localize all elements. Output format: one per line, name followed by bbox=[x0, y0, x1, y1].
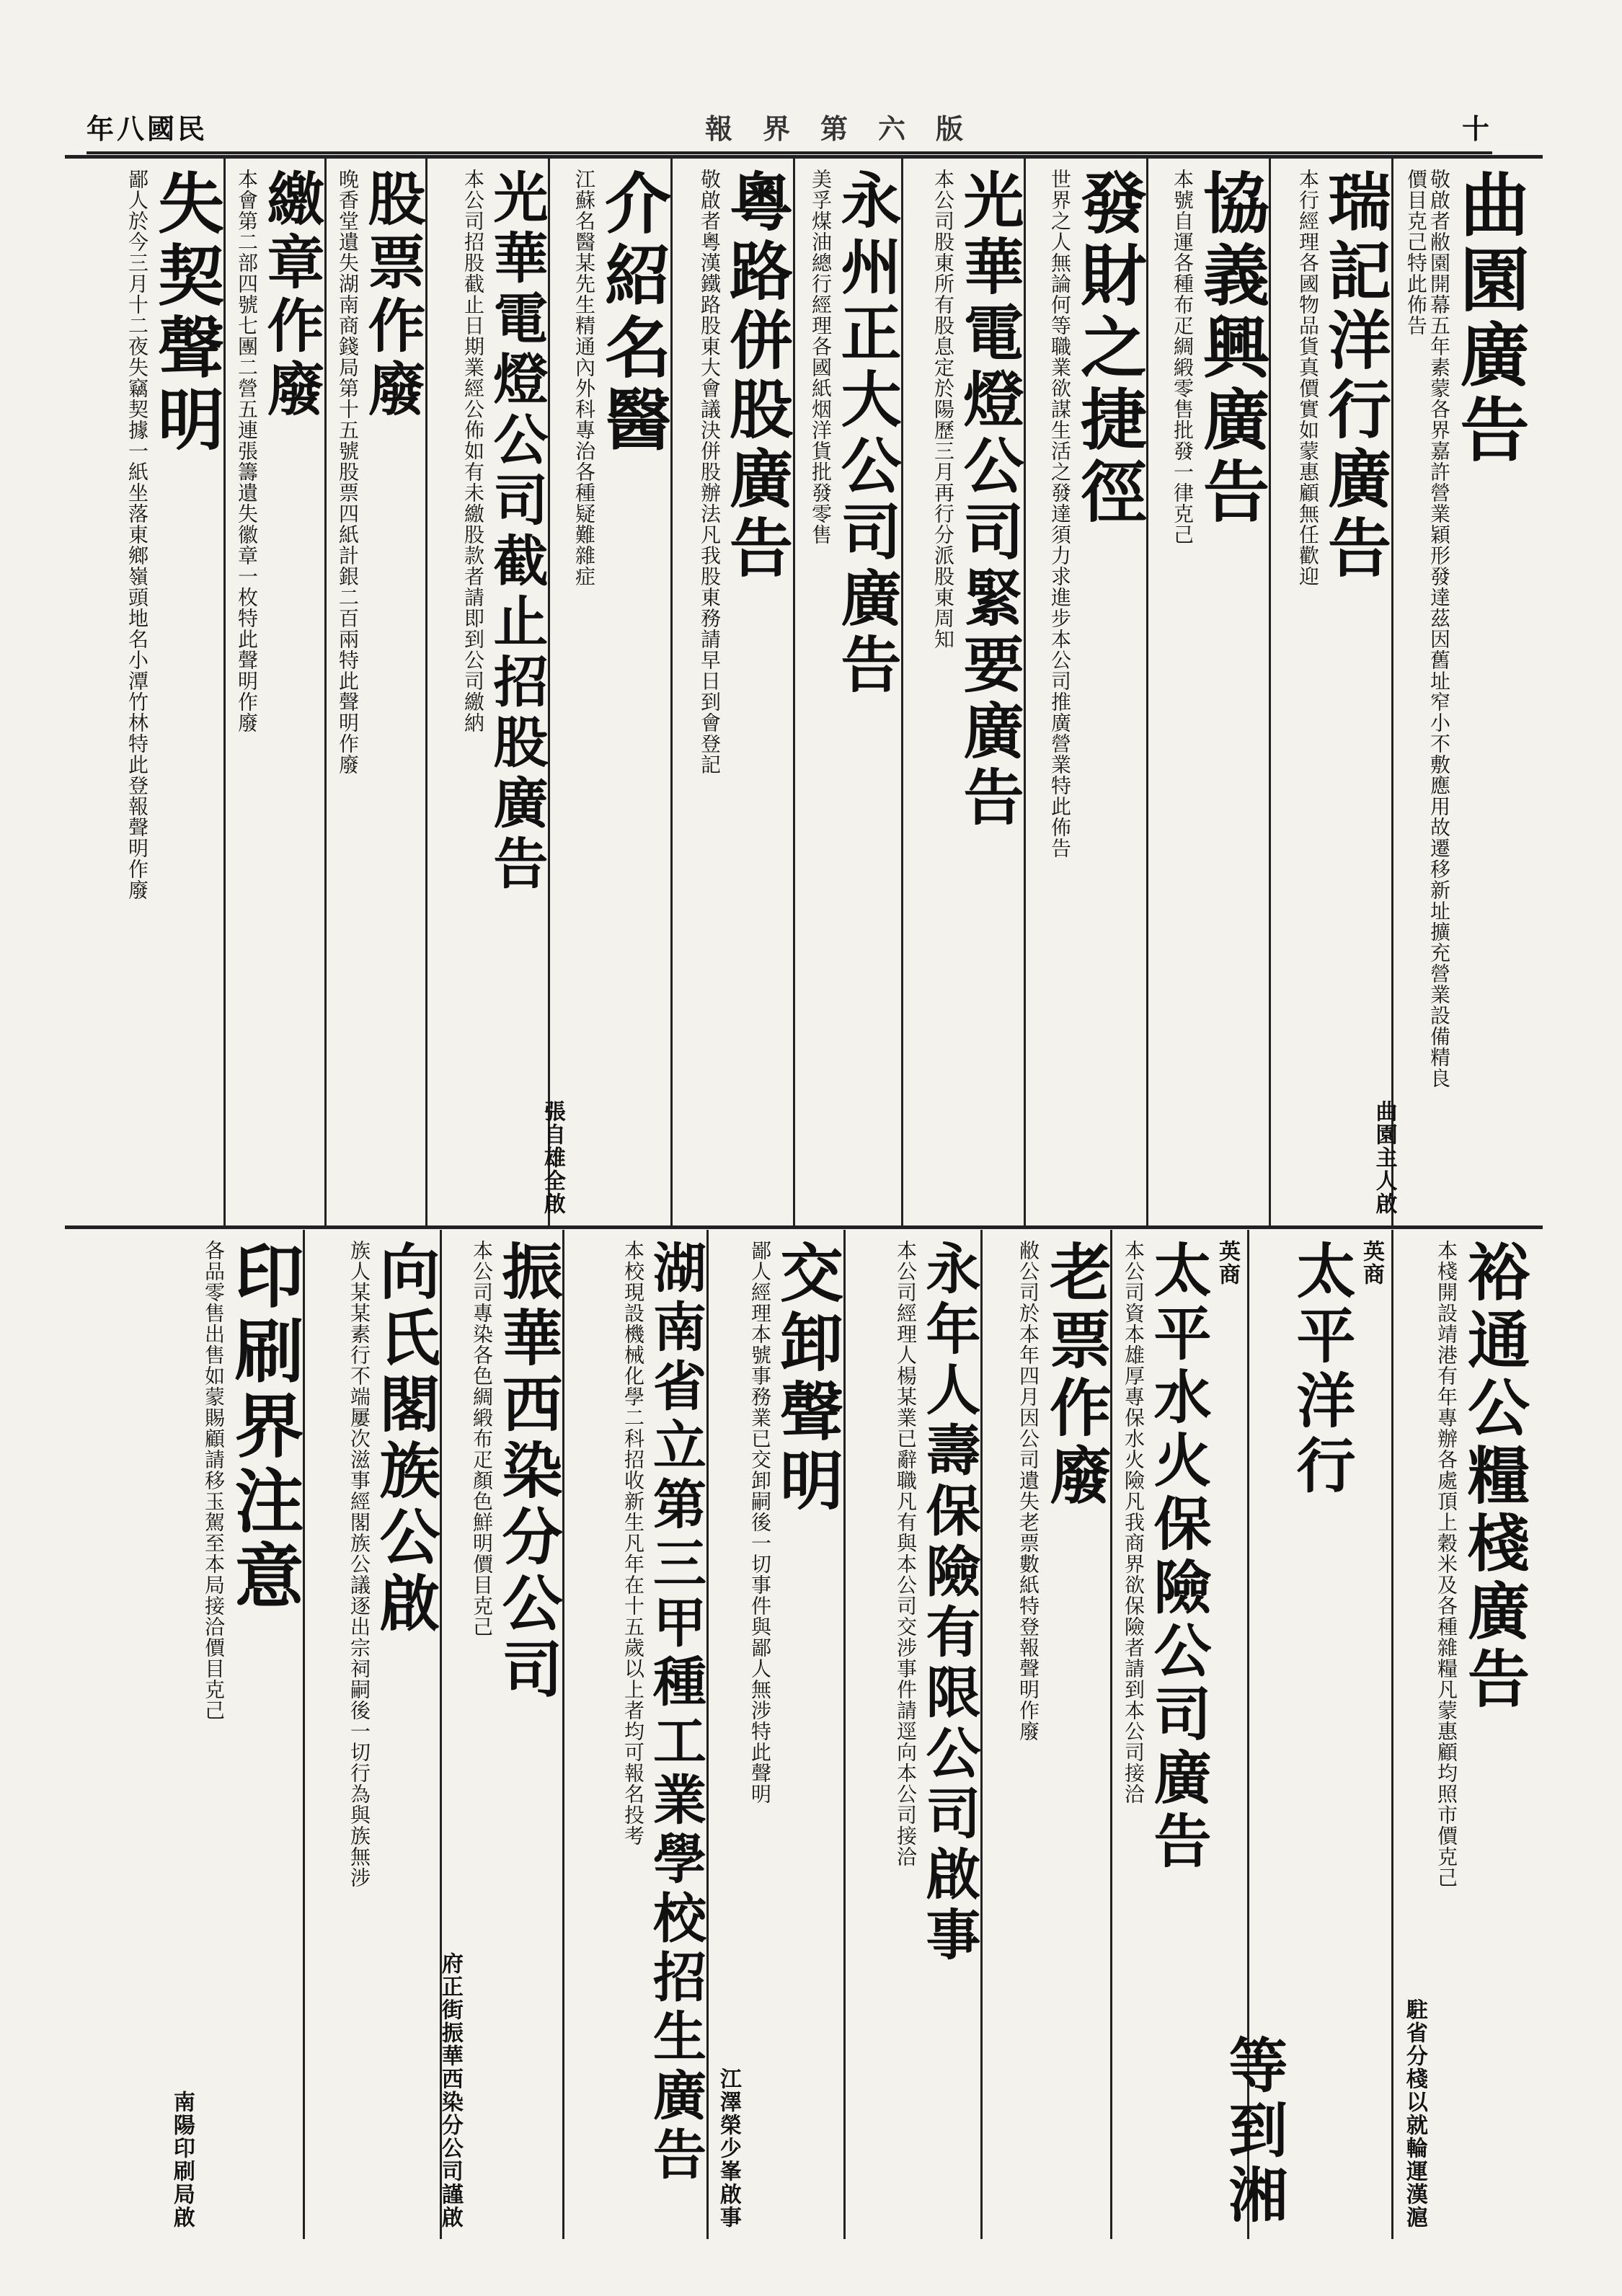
ad-body: 世界之人無論何等職業欲謀生活之發達須力求進步本公司推廣營業特此佈告 bbox=[1048, 169, 1072, 859]
ad-body: 敝公司於本年四月因公司遺失老票數紙特登報聲明作廢 bbox=[1016, 1240, 1040, 1742]
ad-body: 本公司資本雄厚專保水火險凡我商界欲保險者請到本公司接洽 bbox=[1122, 1240, 1145, 1804]
ad-b9 bbox=[303, 1230, 440, 2239]
ad-signature: 府正街振華西染分公司謹啟 bbox=[437, 1952, 463, 2229]
ad-title: 太平洋行 bbox=[1287, 1240, 1356, 1499]
ad-title: 印刷界注意 bbox=[223, 1240, 305, 1615]
ad-signature: 江澤榮少峯啟事 bbox=[715, 2067, 741, 2229]
ad-b7 bbox=[562, 1230, 706, 2239]
ad-t3 bbox=[1146, 159, 1269, 1225]
masthead-middle: 報 界 第 六 版 bbox=[704, 112, 965, 145]
ad-title: 瑞記洋行廣告 bbox=[1318, 169, 1393, 584]
ad-t10 bbox=[324, 159, 425, 1225]
ad-t8 bbox=[539, 159, 672, 1225]
ad-signature: 英商 bbox=[1359, 1240, 1384, 1286]
ad-title: 永州正大公司廣告 bbox=[831, 169, 903, 699]
ad-b1 bbox=[1391, 1230, 1528, 2239]
ad-body: 鄙人經理本號事務業已交卸嗣後一切事件與鄙人無涉特此聲明 bbox=[748, 1240, 772, 1804]
ad-body: 各品零售出售如蒙賜顧請移玉駕至本局接洽價目克己 bbox=[202, 1240, 226, 1721]
ad-signature: 駐省分棧以就輪運漢滬 bbox=[1401, 1998, 1427, 2229]
top-ad-row bbox=[72, 159, 1528, 1225]
ad-title: 湖南省立第三甲種工業學校招生廣告 bbox=[644, 1240, 706, 2186]
ad-title: 股票作廢 bbox=[358, 169, 426, 422]
masthead-right: 十 bbox=[1461, 112, 1492, 145]
middle-rule bbox=[65, 1225, 1543, 1229]
ad-t2 bbox=[1269, 159, 1391, 1225]
ad-title: 光華電燈公司截止招股廣告 bbox=[484, 169, 549, 895]
ad-signature: 南陽印刷局啟 bbox=[169, 2091, 195, 2229]
ad-title: 介紹名醫 bbox=[594, 169, 672, 457]
ad-title: 振華西染分公司 bbox=[492, 1240, 564, 1704]
ad-t6 bbox=[793, 159, 901, 1225]
ad-subtitle: 等到湘 bbox=[1219, 2034, 1288, 2229]
ad-title: 太平水火保險公司廣告 bbox=[1144, 1240, 1212, 1874]
ad-title: 粵路併股廣告 bbox=[719, 169, 794, 584]
ad-title: 曲園廣告 bbox=[1449, 169, 1530, 469]
bottom-ad-row bbox=[72, 1230, 1528, 2239]
ad-title: 繳章作廢 bbox=[257, 169, 325, 422]
ad-t7 bbox=[670, 159, 793, 1225]
ad-body: 本公司招股截止日期業經公佈如有未繳股款者請即到公司繳納 bbox=[461, 169, 485, 733]
ad-title: 失契聲明 bbox=[147, 169, 225, 457]
ad-body: 本公司經理人楊某業已辭職凡有與本公司交涉事件請逕向本公司接洽 bbox=[894, 1240, 918, 1867]
ad-title: 協義興廣告 bbox=[1192, 169, 1270, 529]
ad-body: 本棧開設靖港有年專辦各處頂上穀米及各種雜糧凡蒙惠顧均照市價克己 bbox=[1435, 1240, 1458, 1888]
ad-b8 bbox=[437, 1230, 564, 2239]
ad-title: 向氏閣族公啟 bbox=[370, 1240, 441, 1638]
ad-title: 永年人壽保險有限公司啟事 bbox=[917, 1240, 981, 1967]
ad-b10 bbox=[151, 1230, 303, 2239]
ad-body: 本號自運各種布疋綢緞零售批發一律克己 bbox=[1171, 169, 1195, 545]
ad-body: 本校現設機械化學二科招收新生凡年在十五歲以上者均可報名投考 bbox=[621, 1240, 645, 1846]
ad-title: 發財之捷徑 bbox=[1070, 169, 1148, 529]
ad-body: 敬啟者敝園開幕五年素蒙各界嘉許營業穎形發達茲因舊址窄小不敷應用故遷移新址擴充營業設備精良價目克己特此佈告 bbox=[1404, 169, 1451, 1089]
ad-signature: 英商 bbox=[1215, 1240, 1240, 1286]
ad-title: 老票作廢 bbox=[1039, 1240, 1112, 1511]
ad-t9 bbox=[425, 159, 548, 1225]
ad-body: 本公司股東所有股息定於陽歷三月再行分派股東周知 bbox=[931, 169, 955, 650]
ad-title: 光華電燈公司緊要廣告 bbox=[954, 169, 1025, 832]
ad-title: 裕通公糧棧廣告 bbox=[1457, 1240, 1530, 1714]
ad-b5 bbox=[843, 1230, 980, 2239]
masthead-left: 年八國民 bbox=[87, 112, 208, 145]
ad-t5 bbox=[901, 159, 1024, 1225]
ad-signature: 曲園主人啟 bbox=[1371, 1100, 1397, 1215]
ad-t12 bbox=[108, 159, 223, 1225]
ad-t11 bbox=[223, 159, 324, 1225]
ad-b6 bbox=[706, 1230, 843, 2239]
ad-body: 江蘇名醫某先生精通內外科專治各種疑難雜症 bbox=[572, 169, 596, 587]
ad-body: 敬啟者粵漢鐵路股東大會議決併股辦法凡我股東務請早日到會登記 bbox=[698, 169, 722, 775]
ad-t4 bbox=[1024, 159, 1146, 1225]
ad-body: 族人某某素行不端屢次滋事經閣族公議逐出宗祠嗣後一切行為與族無涉 bbox=[347, 1240, 371, 1888]
ad-body: 本公司專染各色綢緞布疋顏色鮮明價目克己 bbox=[470, 1240, 494, 1637]
ad-t1 bbox=[1371, 159, 1530, 1225]
ad-signature: 張自雄全啟 bbox=[539, 1100, 565, 1215]
ad-body: 本會第二部四號七團二營五連張籌遺失徽章一枚特此聲明作廢 bbox=[235, 169, 259, 733]
ad-b2 bbox=[1219, 1230, 1391, 2239]
ad-body: 鄙人於今三月十二夜失竊契據一紙坐落東鄉嶺頭地名小潭竹林特此登報聲明作廢 bbox=[125, 169, 149, 900]
ad-b4 bbox=[980, 1230, 1110, 2239]
ad-body: 晚香堂遺失湖南商錢局第十五號股票四紙計銀二百兩特此聲明作廢 bbox=[336, 169, 360, 775]
ad-body: 本行經理各國物品貨真價實如蒙惠顧無任歡迎 bbox=[1296, 169, 1320, 587]
ad-title: 交卸聲明 bbox=[770, 1240, 845, 1517]
masthead bbox=[87, 101, 1492, 154]
ad-body: 美孚煤油總行經理各國紙烟洋貨批發零售 bbox=[809, 169, 833, 545]
